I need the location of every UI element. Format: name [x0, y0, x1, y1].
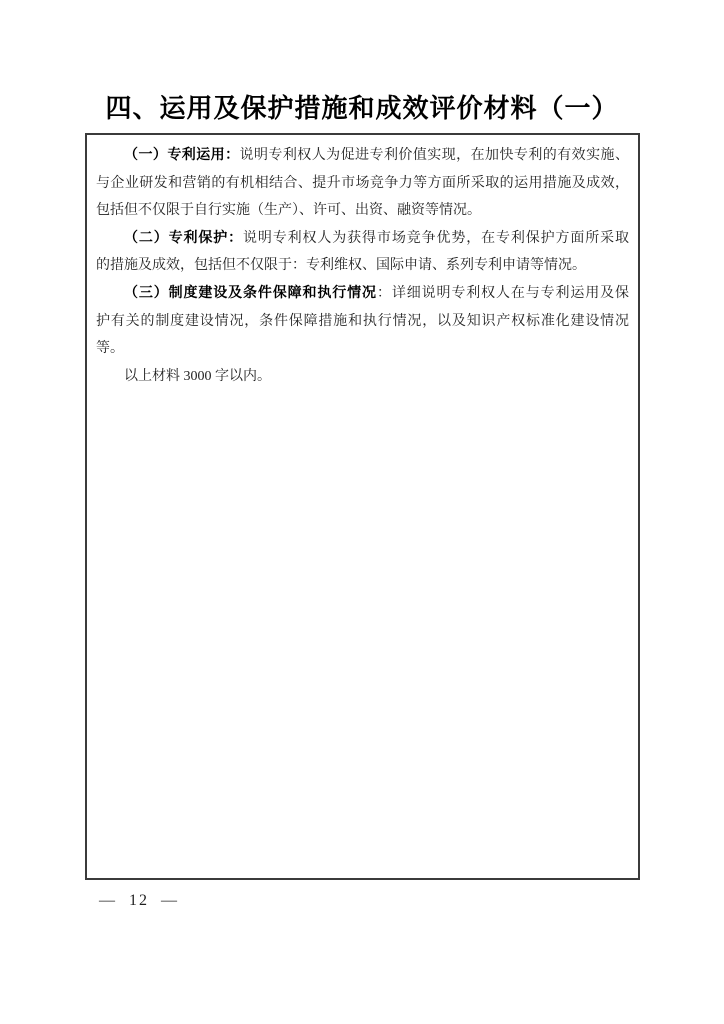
paragraph-3-text-cont: 护有关的制度建设情况，条件保障措施和执行情况，以及知识产权标准化建设情况 — [96, 313, 629, 329]
paragraph-3-line-3 — [96, 335, 629, 363]
paragraph-1-text-end: 包括但不仅限于自行实施（生产）、许可、出资、融资等情况。 — [96, 203, 481, 219]
word-limit-note — [96, 363, 629, 391]
paragraph-1-text: 说明专利权人为促进专利价值实现，在加快专利的有效实施、 — [239, 148, 630, 163]
paragraph-3-line-2 — [96, 308, 629, 336]
page-title: 四、运用及保护措施和成效评价材料（一） — [105, 94, 619, 123]
word-limit-text: 以上材料 3000 字以内。 — [124, 368, 271, 384]
paragraph-1-line-2 — [96, 170, 629, 198]
page-number: — 12 — — [99, 892, 179, 909]
paragraph-1-text-cont: 与企业研发和营销的有机相结合、提升市场竞争力等方面所采取的运用措施及成效， — [96, 175, 629, 191]
paragraph-1-line-3 — [96, 197, 629, 225]
paragraph-2-line-1 — [96, 225, 629, 253]
paragraph-1-line-1 — [96, 142, 629, 170]
paragraph-2-text: 说明专利权人为获得市场竞争优势，在专利保护方面所采取 — [243, 230, 629, 246]
paragraph-2-line-2 — [96, 252, 629, 280]
content-box — [85, 133, 640, 880]
paragraph-1-label: （一）专利运用： — [124, 148, 240, 163]
paragraph-3-text-end: 等。 — [96, 341, 124, 357]
paragraph-3-line-1 — [96, 280, 629, 308]
paragraph-3-text: ：详细说明专利权人在与专利运用及保 — [376, 285, 630, 301]
paragraph-2-text-end: 的措施及成效，包括但不仅限于：专利维权、国际申请、系列专利申请等情况。 — [96, 258, 586, 274]
paragraph-3-label: （三）制度建设及条件保障和执行情况 — [124, 285, 377, 301]
paragraph-2-label: （二）专利保护： — [124, 230, 244, 246]
